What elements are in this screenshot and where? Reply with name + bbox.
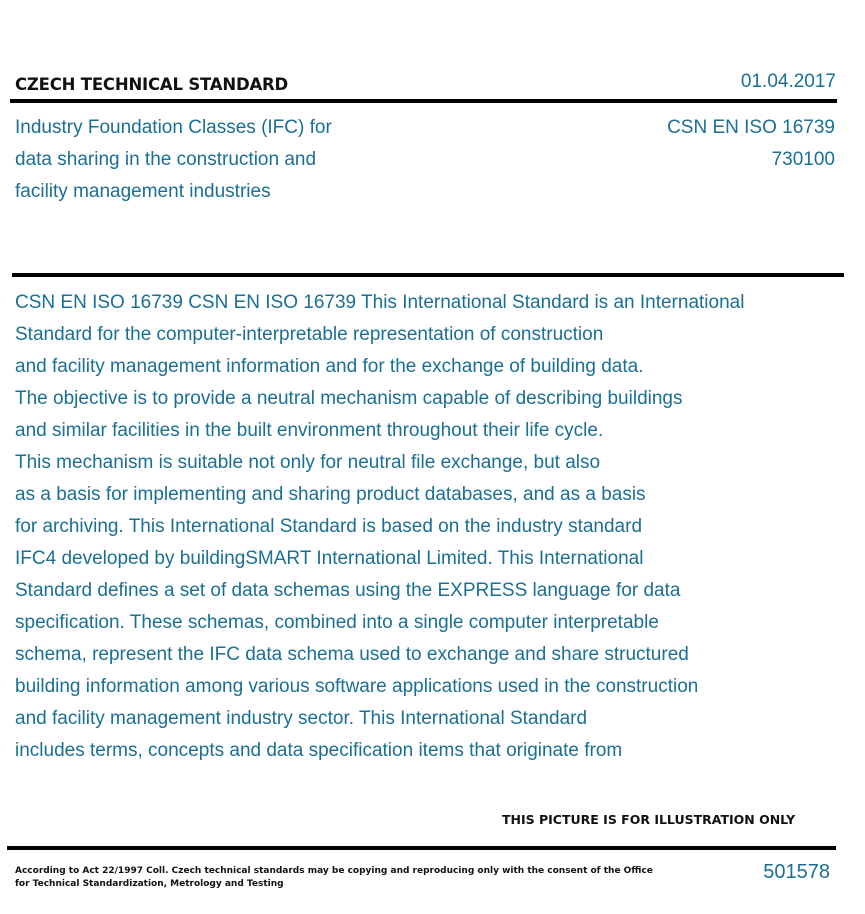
document-title-line-1: Industry Foundation Classes (IFC) for bbox=[15, 117, 332, 138]
abstract-line: Standard for the computer-interpretable representation of construction bbox=[15, 324, 604, 345]
header-rule bbox=[10, 99, 837, 103]
abstract-line: schema, represent the IFC data schema used to exchange and share structured bbox=[15, 644, 689, 665]
abstract-line: as a basis for implementing and sharing product databases, and as a basis bbox=[15, 484, 646, 505]
title-rule bbox=[12, 273, 844, 277]
abstract-line: building information among various software applications used in the construction bbox=[15, 676, 699, 697]
copyright-notice-line-2: for Technical Standardization, Metrology and Testing bbox=[15, 879, 284, 889]
abstract-line: and similar facilities in the built environment throughout their life cycle. bbox=[15, 420, 604, 441]
product-id: 501578 bbox=[763, 861, 830, 883]
footer-rule bbox=[7, 846, 836, 850]
publication-date: 01.04.2017 bbox=[740, 71, 836, 92]
classification-code: 730100 bbox=[771, 149, 835, 170]
abstract-line: Standard defines a set of data schemas using the EXPRESS language for data bbox=[15, 580, 681, 601]
abstract-line: for archiving. This International Standard is based on the industry standard bbox=[15, 516, 643, 537]
abstract-line: and facility management information and for the exchange of building data. bbox=[15, 356, 644, 377]
document-title-line-2: data sharing in the construction and bbox=[15, 149, 317, 170]
illustration-disclaimer: THIS PICTURE IS FOR ILLUSTRATION ONLY bbox=[502, 812, 796, 827]
abstract-line: includes terms, concepts and data specification items that originate from bbox=[15, 740, 623, 761]
standard-number: CSN EN ISO 16739 bbox=[667, 117, 835, 138]
standard-type-heading: CZECH TECHNICAL STANDARD bbox=[15, 75, 289, 94]
abstract-line: and facility management industry sector. This International Standard bbox=[15, 708, 588, 729]
abstract-line: This mechanism is suitable not only for neutral file exchange, but also bbox=[15, 452, 601, 473]
copyright-notice bbox=[15, 865, 653, 891]
abstract-line: CSN EN ISO 16739 CSN EN ISO 16739 This International Standard is an International bbox=[15, 292, 745, 313]
document-title-line-3: facility management industries bbox=[15, 181, 271, 202]
copyright-notice-line-1: According to Act 22/1997 Coll. Czech technical standards may be copying and reproducing only with the consent of the Office bbox=[15, 866, 653, 876]
abstract-line: specification. These schemas, combined into a single computer interpretable bbox=[15, 612, 659, 633]
abstract-text bbox=[15, 287, 865, 767]
abstract-line: IFC4 developed by buildingSMART International Limited. This International bbox=[15, 548, 644, 569]
abstract-line: The objective is to provide a neutral mechanism capable of describing buildings bbox=[15, 388, 683, 409]
